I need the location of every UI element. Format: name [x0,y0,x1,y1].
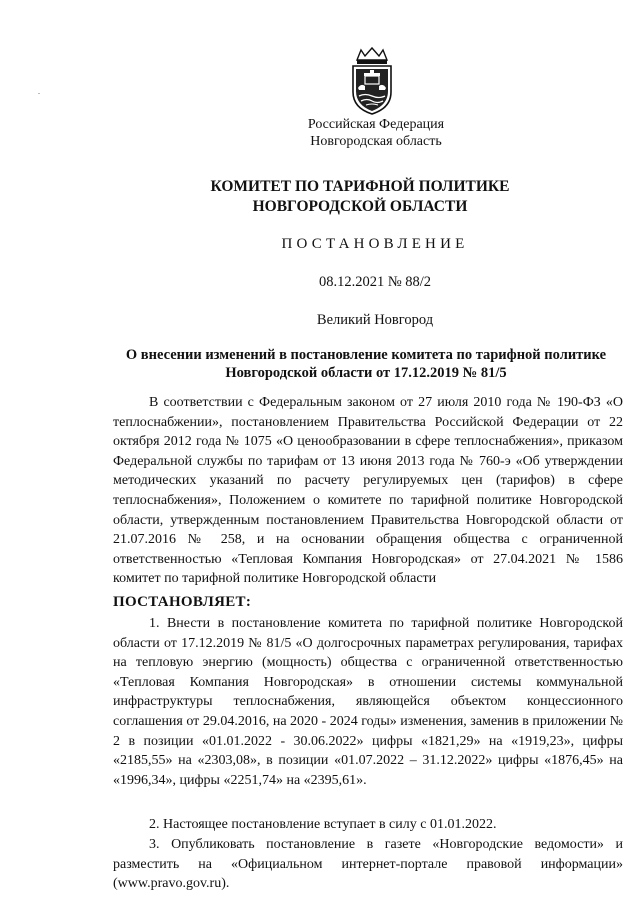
coat-of-arms-icon [343,46,401,116]
document-place: Великий Новгород [316,312,434,328]
document-date-number: 08.12.2021 № 88/2 [318,274,432,290]
resolve-heading: ПОСТАНОВЛЯЕТ: [113,594,252,610]
document-subject: О внесении изменений в постановление комитета по тарифной политике Новгородской области от 17.12.2019 № 81/5 [125,347,607,381]
document-type: ПОСТАНОВЛЕНИЕ [281,236,469,252]
scan-speck [38,93,40,94]
region-name: Новгородская область [310,134,442,149]
item-paragraph-1: 1. Внести в постановление комитета по тарифной политике Новгородской области от 17.12.2019 № 81/5 «О долгосрочных параметрах регулирования, тарифах на тепловую энергию (мощность) общества с ограниченной ответственностью «Тепловая Компания Новгородская» в отношении системы коммунальной инфраструктуры теплоснабжения, являющейся объектом концессионного соглашения от 29.04.2016, на 2020 - 2024 годы» изменения, заменив в приложении № 2 в позиции «01.01.2022 - 30.06.2022» цифры «1821,29» на «1919,23», цифры «2185,55» на «2303,08», в позиции «01.07.2022 – 31.12.2022» цифры «1876,45» на «1996,34», цифры «2251,74» на «2395,61». [113,616,623,788]
preamble-paragraph: В соответствии с Федеральным законом от 27 июля 2010 года № 190-ФЗ «О теплоснабжении», постановлением Правительства Российской Федерации от 22 октября 2012 года № 1075 «О ценообразовании в сфере теплоснабжения», приказом Федеральной службы по тарифам от 13 июня 2013 года № 760-э «Об утверждении методических указаний по расчету регулируемых цен (тарифов) в сфере теплоснабжения», Положением о комитете по тарифной политике Новгородской области, утвержденным постановлением Правительства Новгородской области от 21.07.2016 № 258, и на основании обращения общества с ограниченной ответственностью «Тепловая Компания Новгородская» от 27.04.2021 № 1586 комитет по тарифной политике Новгородской области [113,395,623,587]
country-name: Российская Федерация [307,117,445,132]
item-paragraph-3: 3. Опубликовать постановление в газете «Новгородские ведомости» и разместить на «Официальном интернет-портале правовой информации» (www.pravo.gov.ru). [113,837,623,892]
committee-title: КОМИТЕТ ПО ТАРИФНОЙ ПОЛИТИКЕ НОВГОРОДСКОЙ ОБЛАСТИ [210,178,510,215]
item-paragraph-2: 2. Настоящее постановление вступает в силу с 01.01.2022. [149,817,497,832]
